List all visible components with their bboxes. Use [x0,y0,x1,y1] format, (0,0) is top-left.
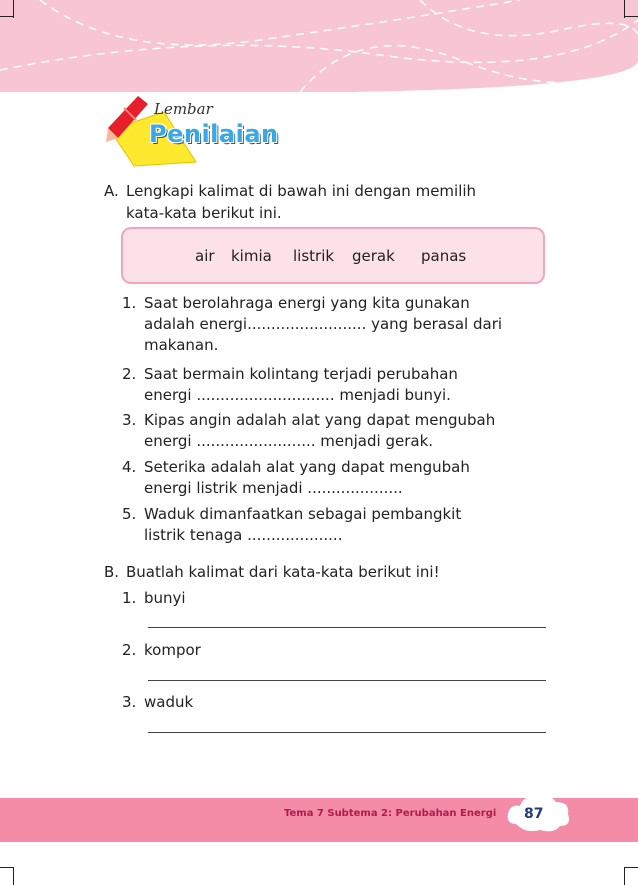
word-bank-item: listrik [293,247,335,265]
word-number: 2. [122,641,137,659]
section-a-instruction [104,180,476,224]
question-number: 5. [122,505,137,523]
top-decor-band [0,0,638,92]
question-text: Seterika adalah alat yang dapat mengubah [144,458,470,476]
section-a-instruction-line1: Lengkapi kalimat di bawah ini dengan memilih [126,182,477,200]
question-item [122,457,542,499]
question-number: 4. [122,458,137,476]
question-item [122,504,542,546]
answer-line[interactable] [148,732,546,733]
crop-mark [13,0,14,18]
word-bank-box [121,227,545,284]
crop-mark [625,867,638,868]
word-item [122,640,542,661]
word-bank-item: kimia [231,247,272,265]
lembar-label: Lembar [154,100,213,118]
word-bank-item: panas [421,247,467,265]
question-number: 1. [122,294,137,312]
question-text: listrik tenaga .................... [144,526,343,544]
question-text: makanan. [144,336,219,354]
crop-mark [13,867,14,885]
question-text: energi listrik menjadi .................... [144,479,403,497]
page-number: 87 [524,806,544,822]
word-item [122,588,542,609]
question-item [122,293,542,356]
question-number: 2. [122,365,137,383]
section-b-letter: B. [104,563,120,581]
answer-line[interactable] [148,680,546,681]
word-item [122,692,542,713]
footer-theme-text: Tema 7 Subtema 2: Perubahan Energi [284,808,497,819]
question-item [122,410,542,452]
question-text: Kipas angin adalah alat yang dapat mengubah [144,411,496,429]
section-b-instruction [104,561,440,583]
question-number: 3. [122,411,137,429]
word-text: kompor [144,641,201,659]
crop-mark [625,16,638,17]
question-text: Saat bermain kolintang terjadi perubahan [144,365,458,383]
crop-mark [624,867,625,885]
word-bank-item: gerak [352,247,395,265]
section-a-instruction-line2: kata-kata berikut ini. [126,204,282,222]
section-a-letter: A. [104,182,119,200]
crop-mark [0,867,13,868]
section-b-instruction-text: Buatlah kalimat dari kata-kata berikut ini! [126,563,440,581]
question-text: Saat berolahraga energi yang kita gunakan [144,294,470,312]
lembar-penilaian-logo [104,90,294,170]
crop-mark [0,16,13,17]
question-text: energi ......................... menjadi gerak. [144,432,434,450]
question-text: energi ............................. menjadi bunyi. [144,386,451,404]
question-text: adalah energi......................... yang berasal dari [144,315,503,333]
word-number: 1. [122,589,137,607]
question-text: Waduk dimanfaatkan sebagai pembangkit [144,505,462,523]
question-item [122,364,542,406]
word-number: 3. [122,693,137,711]
word-text: waduk [144,693,194,711]
answer-line[interactable] [148,627,546,628]
dashed-swirl-decoration [0,0,638,92]
penilaian-title: Penilaian [149,120,279,148]
word-bank-item: air [195,247,215,265]
word-text: bunyi [144,589,186,607]
